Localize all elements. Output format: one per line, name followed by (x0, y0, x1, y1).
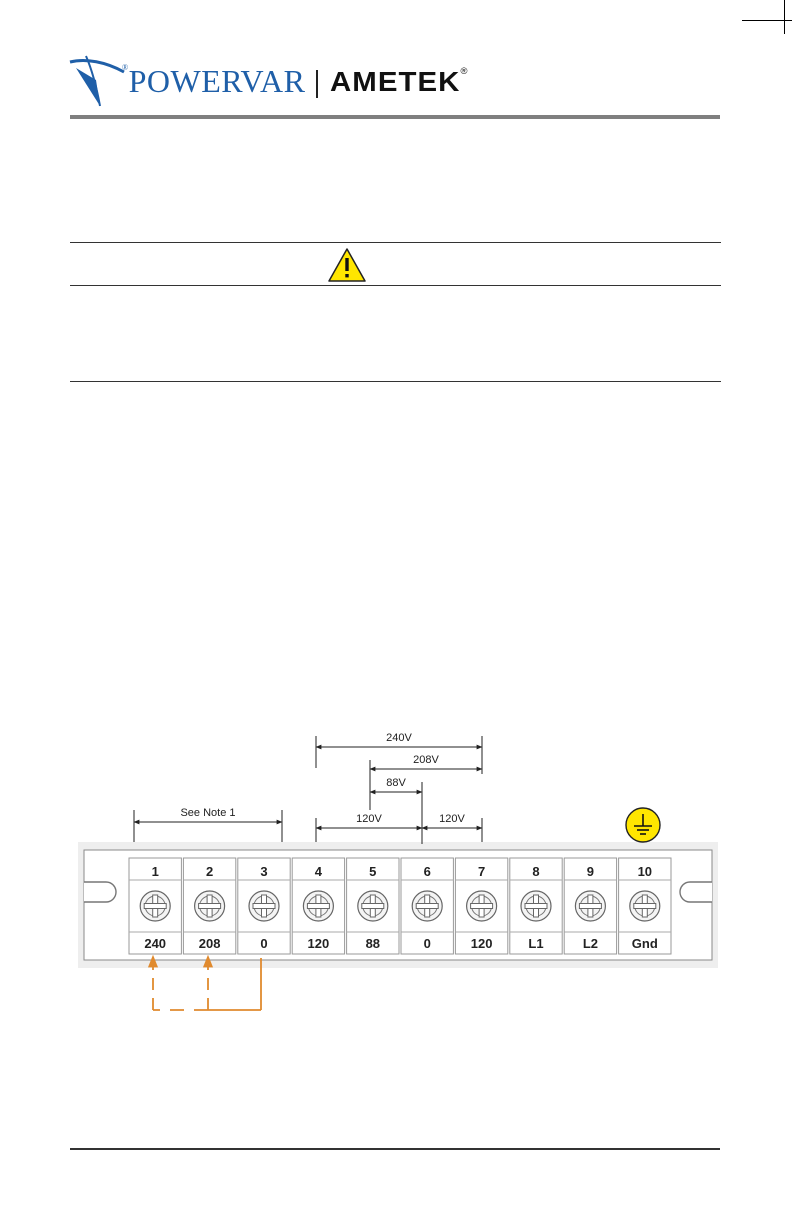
header-logos (66, 50, 496, 112)
ametek-logo: AMETEK® (330, 66, 469, 97)
terminal-number: 7 (477, 864, 486, 879)
terminal-number: 2 (205, 864, 214, 879)
terminal-number: 5 (369, 864, 377, 879)
terminal-label: 0 (260, 936, 268, 951)
terminal-label: 88 (365, 936, 381, 951)
terminal-label: 240 (144, 936, 167, 951)
terminal-label: L2 (582, 936, 598, 951)
terminal-screw-icon (195, 891, 225, 921)
powervar-swoosh-icon (66, 50, 126, 112)
terminal-screw-icon (303, 891, 333, 921)
warning-rule-middle (70, 285, 721, 286)
terminal-number: 3 (260, 864, 268, 879)
terminal-screw-icon (412, 891, 442, 921)
terminal-screw-icon (249, 891, 279, 921)
mounting-slot-right (680, 882, 712, 902)
mounting-slot-left (84, 882, 116, 902)
terminal-number: 10 (637, 864, 653, 879)
terminal-block-diagram (78, 722, 718, 1022)
terminal-10 (619, 858, 671, 954)
powervar-logo: ®POWERVAR (122, 63, 306, 99)
terminal-6 (401, 858, 453, 954)
terminal-screw-icon (521, 891, 551, 921)
terminal-screw-icon (467, 891, 497, 921)
logo-separator (316, 70, 318, 98)
terminal-label: L1 (528, 936, 544, 951)
terminal-1 (129, 858, 181, 954)
trim-mark-vertical (784, 0, 785, 34)
warning-rule-top (70, 242, 721, 243)
terminal-number: 4 (314, 864, 323, 879)
terminal-screw-icon (575, 891, 605, 921)
terminal-screw-icon (630, 891, 660, 921)
trim-mark-horizontal (742, 20, 792, 21)
terminal-3 (238, 858, 290, 954)
span-240v-label: 240V (386, 732, 412, 744)
terminal-number: 1 (151, 864, 159, 879)
terminal-7 (455, 858, 507, 954)
terminal-label: 0 (423, 936, 431, 951)
footer-rule (70, 1148, 720, 1150)
ground-symbol-icon (626, 808, 660, 842)
warning-triangle-icon (327, 247, 367, 283)
terminal-number: 8 (532, 864, 540, 879)
terminal-label: 120 (470, 936, 493, 951)
terminal-9 (564, 858, 616, 954)
span-88v-label: 88V (386, 777, 406, 789)
warning-rule-bottom (70, 381, 721, 382)
span-120v-right-label: 120V (439, 813, 465, 825)
terminal-number: 9 (586, 864, 595, 879)
terminal-5 (347, 858, 399, 954)
terminal-2 (183, 858, 235, 954)
see-note-label: See Note 1 (180, 807, 236, 819)
span-120v-left-label: 120V (356, 813, 382, 825)
terminal-4 (292, 858, 344, 954)
span-208v-label: 208V (413, 754, 439, 766)
terminal-screw-icon (140, 891, 170, 921)
terminal-label: 120 (307, 936, 330, 951)
header-rule (70, 115, 720, 119)
terminal-number: 6 (423, 864, 431, 879)
terminal-label: Gnd (631, 936, 658, 951)
terminal-8 (510, 858, 562, 954)
terminal-screw-icon (358, 891, 388, 921)
terminal-label: 208 (198, 936, 221, 951)
